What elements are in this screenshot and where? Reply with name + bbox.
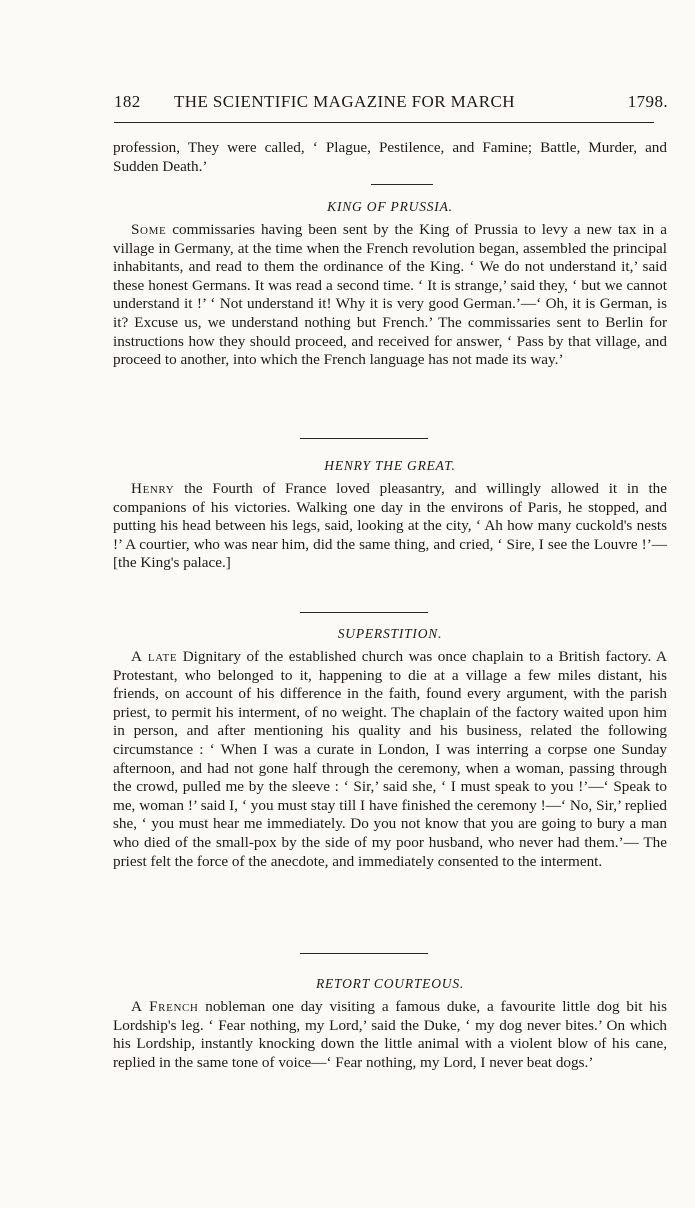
section-heading: KING OF PRUSSIA. — [327, 199, 453, 214]
body-text: the Fourth of France loved pleasantry, and willingly allowed it in the companions of his victories. Walking one day in the environs of Paris, he stopped, and putting his head between his legs, said, looking at the city, ‘ Ah how many cuckold's nests !’ A courtier, who was near him, did the same thing, and cried, ‘ Sire, I see the Louvre !’—[the King's palace.] — [113, 480, 668, 572]
opening-text: profession, They were called, ‘ Plague, Pestilence, and Famine; Battle, Murder, and Sudden Death.’ — [113, 139, 667, 175]
section-superstition — [113, 626, 667, 871]
body-text: nobleman one day visiting a famous duke, a favourite little dog bit his Lordship's leg. ‘ Fear nothing, my Lord,’ said the Duke, ‘ my dog never bites.’ On which his Lordship, instantly knocking down the little animal with a violent blow of his cane, replied in the same tone of voice—‘ Fear nothing, my Lord, I never beat dogs.’ — [113, 998, 667, 1071]
header-rule — [114, 122, 654, 123]
section-heading: SUPERSTITION. — [337, 626, 443, 641]
section-body — [113, 998, 667, 1072]
section-henry-the-great — [113, 458, 667, 573]
lead-word: Some — [131, 221, 167, 238]
section-heading: HENRY THE GREAT. — [324, 458, 456, 473]
body-text: Dignitary of the established church was once chaplain to a British factory. A Protestant, who belonged to it, happening to die at a village a few miles distant, his friends, on account of his difference in the faith, found every argument, with the parish priest, to permit his interment, of no weight. The chaplain of the factory waited upon him in person, and after mentioning his quality and his business, related the following circumstance : ‘ When I was a curate in London, I was interring a corpse one Sunday afternoon, and had not gone half through the ceremony, when a woman, passing through the crowd, pulled me by the sleeve : ‘ Sir,’ said she, ‘ I must speak to you !’—‘ Speak to me, woman !’ said I, ‘ you must stay till I have finished the ceremony !—‘ No, Sir,’ replied she, ‘ you must hear me immediately. Do you not know that you are going to bury a man who died of the small-pox by the side of my poor husband, who never had them.’— The priest felt the force of the anecdote, and immediately consented to the interment. — [113, 648, 667, 870]
lead-word: Henry — [131, 480, 175, 497]
opening-paragraph — [113, 139, 667, 176]
section-king-of-prussia — [113, 199, 667, 370]
section-separator — [300, 953, 428, 954]
body-text: commissaries having been sent by the King of Prussia to levy a new tax in a village in Germany, at the time when the French revolution began, assembled the principal inhabitants, and read to them the ordinance of the King. ‘ We do not understand it,’ said these honest Germans. It was read a second time. ‘ It is strange,’ said they, ‘ but we cannot understand it !’ ‘ Not understand it! Why it is very good German.’—‘ Oh, it is German, is it? Excuse us, we understand nothing but French.’ The commissaries sent to Berlin for instructions how they should proceed, and received for answer, ‘ Pass by that village, and proceed to another, into which the French language has not made its way.’ — [113, 221, 668, 369]
issue-year: 1798. — [627, 92, 668, 111]
section-retort-courteous — [113, 976, 667, 1072]
section-divider — [371, 184, 433, 185]
section-separator — [300, 612, 428, 613]
section-body — [113, 648, 667, 871]
lead-word: A French — [131, 998, 199, 1015]
section-heading: RETORT COURTEOUS. — [315, 976, 465, 991]
magazine-title: THE SCIENTIFIC MAGAZINE FOR MARCH — [174, 92, 515, 111]
section-body — [113, 480, 667, 573]
section-body — [113, 221, 667, 370]
page-number: 182 — [114, 92, 141, 111]
section-separator — [300, 438, 428, 439]
lead-word: A late — [131, 648, 178, 665]
